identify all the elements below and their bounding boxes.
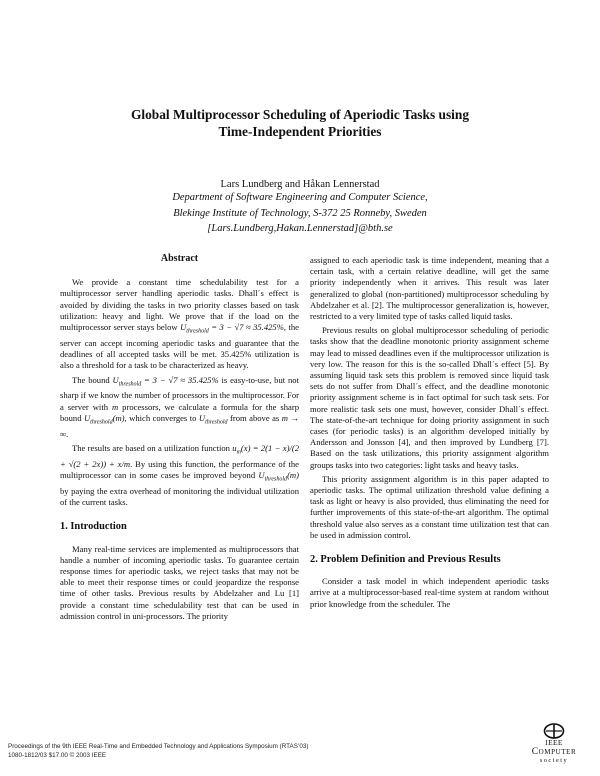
affiliation-line-2: Blekinge Institute of Technology, S-372 25 Ronneby, Sweden [173, 207, 427, 219]
logo-ieee-text: IEEE [545, 738, 563, 747]
ieee-computer-society-logo [518, 723, 590, 764]
affiliation-email: [Lars.Lundberg,Hakan.Lennerstad]@bth.se [207, 223, 393, 234]
sharp-bound-formula: $U_{threshold}(m)$ [83, 412, 125, 426]
right-paragraph-2: Previous results on global multiprocessor scheduling of periodic tasks show that the deadline monotonic priority assignment scheme may lead to missed deadlines even if the multiprocessor utilization is very low. The reason for this is the so-called Dhall´s effect [5]. By assuming liquid task sets this problem is removed since liquid task sets do not suffer from Dhall´s effect, and the deadline monotonic priority assignment scheme is in fact optimal for such task sets. For more realistic task sets one must, however, consider Dhall´s effect. The state-of-the-art technique for doing priority assignment in such cases (for periodic tasks) is an algorithm developed initially by Andersson and Jonsson [4], and then improved by Lundberg [7]. Based on the task utilizations, this priority assignment algorithm groups tasks into two categories: light tasks and heavy tasks. [310, 325, 549, 470]
section-1-heading: 1. Introduction [60, 521, 127, 533]
right-paragraph-3: This priority assignment algorithm is in this paper adapted to aperiodic tasks. The optimal utilization threshold value defining a task as light or heavy is also provided, thus eliminating the need for further improvements of this state-of-the-art algorithm. The optimal threshold value also serves as a constant time utilization test that can be used in admission control. [310, 473, 549, 540]
footer-copyright: 1080-1812/03 $17.00 © 2003 IEEE [8, 751, 107, 759]
section-2-heading: 2. Problem Definition and Previous Results [310, 554, 501, 566]
threshold-formula: $U_{threshold} = 3 - √7 \approx 35.425\%$ [112, 374, 219, 388]
logo-society-text: society [539, 757, 569, 764]
right-column [310, 255, 549, 610]
abstract-paragraph-1 [60, 277, 299, 371]
right-paragraph-1: assigned to each aperiodic task is time independent, meaning that a certain task, with a certain relative deadline, will get the same priority independently when it arrives. This result was later generalized to global (non-partitioned) multiprocessor scheduling by Abdelzaher et al. [2]. The multiprocessor generalization is, however, restricted to a very limited type of tasks called liquid tasks. [310, 255, 549, 322]
abstract-paragraph-2: The bound $U_{threshold} = 3 - √7 \approx 35.425\%$ is easy-to-use, but not sharp if we know the number of processors in the multiprocessor. For a server with m processors, we calculate a formula for the sharp bound $U_{threshold}(m)$, which converges to $U_{threshold}$ from above as m → ∞. [60, 374, 300, 439]
abstract-text: We provide a constant time schedulability test for a multiprocessor server handling aperiodic tasks. Dhall´s effect is avoided by dividing the tasks in two priority classes based on task utilization: heavy and light. We prove that if the load on the multiprocessor server stays below [60, 277, 299, 333]
section-2-paragraph: Consider a task model in which independent aperiodic tasks arrive at a multiprocessor-based real-time system at random without prior knowledge from the scheduler. The [310, 576, 549, 609]
logo-computer-text: Computer [531, 747, 577, 757]
abstract-heading: Abstract [160, 253, 199, 264]
page-footer [8, 743, 428, 760]
utilization-function: $u_m(x) = 2(1 - x)/(2 + √(2 + 2x)) + x/m$ [60, 443, 299, 469]
paper-title [60, 106, 540, 140]
introduction-paragraph: Many real-time services are implemented as multiprocessors that handle a number of incoming aperiodic tasks. To guarantee certain response times for aperiodic tasks, we reject tasks that may not be able to meet their response times or could jeopardize the response time of other tasks. Previous results by Abdelzaher and Lu [1] provide a constant time schedulability test that can be used in admission control in uni-processors. The priority [60, 543, 299, 621]
abstract-text: , the server can accept incoming aperiodic tasks and guarantee that the deadlines of all accepted tasks will be met. 35.425% utilization is also a threshold for a task to be characterized as heavy. [60, 322, 299, 371]
affiliation-line-1: Department of Software Engineering and Computer Science, [172, 192, 428, 203]
authors: Lars Lundberg and Håkan Lennerstad [220, 179, 380, 190]
ieee-logo-icon [543, 723, 565, 739]
title-line-2: Time-Independent Priorities [218, 124, 382, 139]
left-column [60, 253, 299, 622]
title-line-1: Global Multiprocessor Scheduling of Aperiodic Tasks using [130, 107, 470, 122]
footer-proceedings: Proceedings of the 9th IEEE Real-Time and Embedded Technology and Applications Symposium (RTAS’03) [8, 743, 309, 750]
threshold-formula: $U_{threshold} = 3 - √7 \approx 35.425\%$ [180, 322, 284, 335]
affiliation [60, 190, 540, 237]
abstract-paragraph-3: The results are based on a utilization function $u_m(x) = 2(1 - x)/(2 + √(2 + 2x)) + x/m$. By using this function, the performance of the multiprocessor can in some cases be improved beyond $U_{threshold}(m)$ by paying the extra overhead of monitoring the individual utilization of the current tasks. [60, 443, 299, 508]
